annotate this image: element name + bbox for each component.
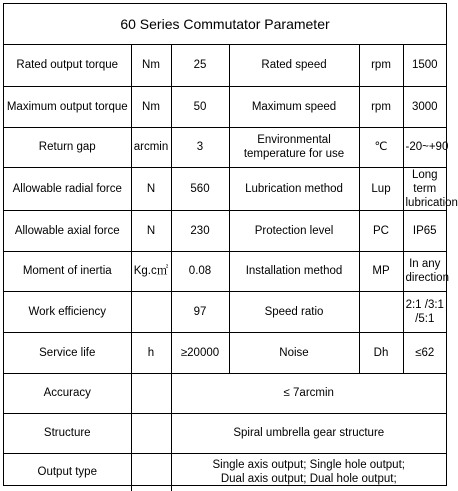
param2-unit-cell [359,291,403,332]
param-unit-cell [131,167,171,210]
param2-value: In any direction [405,258,449,284]
param-name-cell [4,332,131,373]
param-value: ≤ 7arcmin [283,387,334,399]
param-value: Single axis output; Single hole output; Dual axis output; Dual hole output; [212,459,405,486]
param-name-cell [4,210,131,251]
param-unit-cell [131,373,171,413]
param-unit-cell [131,251,171,291]
param2-unit-cell [359,127,403,167]
table-row [4,291,446,332]
param2-value: IP65 [412,224,437,237]
param2-unit-cell [359,167,403,210]
param2-name: Noise [279,346,309,359]
param-name: Output type [37,466,97,479]
param-name-cell [4,86,131,127]
param2-value: 2:1 /3:1 /5:1 [405,298,444,325]
param2-unit: rpm [371,100,391,113]
param-value-cell [171,373,446,413]
param-value: Spiral umbrella gear structure [233,427,385,439]
param2-name-cell [229,251,359,291]
param-value: 560 [190,182,210,195]
param2-unit: PC [373,224,389,237]
table-row [4,86,446,127]
param-value-cell [171,86,229,127]
table-row [4,167,446,210]
param-name: Moment of inertia [22,265,112,277]
table-row [4,45,446,86]
table-row [4,127,446,167]
param-value-cell [171,45,229,86]
param2-unit-cell [359,332,403,373]
param-name: Structure [43,427,91,439]
param-name-cell [4,291,131,332]
table-row [4,373,446,413]
sheet-title-text: 60 Series Commutator Parameter [120,16,330,32]
param2-unit: rpm [371,59,391,72]
param-unit-cell [131,413,171,453]
param-value: 50 [193,100,207,113]
param2-name: Environmental temperature for use [243,134,345,160]
param2-name: Speed ratio [264,305,324,318]
param-name-cell [4,45,131,86]
param2-value: 1500 [411,59,438,72]
param2-name: Lubrication method [245,182,343,195]
param2-name: Maximum speed [251,100,337,113]
table-row [4,251,446,291]
param-value-cell [171,332,229,373]
table-row [4,332,446,373]
param2-unit: Dh [373,346,389,359]
param2-unit: ℃ [374,141,388,153]
param2-value: -20~+90 [405,141,449,153]
param-unit-cell [131,45,171,86]
param-unit-cell [131,127,171,167]
param-name-cell [4,413,131,453]
param-value-cell [171,453,446,491]
table-row [4,210,446,251]
param-unit-cell [131,86,171,127]
param2-name-cell [229,210,359,251]
param2-value-cell [403,45,446,86]
param-name-cell [4,453,131,491]
param-name-cell [4,251,131,291]
param2-value: ≤62 [415,346,435,359]
param-value-cell [171,210,229,251]
param-unit-cell [131,291,171,332]
param2-name-cell [229,86,359,127]
param2-value-cell [403,86,446,127]
param2-value: 3000 [411,100,438,113]
table-row [4,413,446,453]
param2-name-cell [229,45,359,86]
param-name: Maximum output torque [6,100,128,113]
parameter-sheet [3,3,458,486]
param2-value-cell [403,210,446,251]
param-unit-cell [131,453,171,491]
param-name: Allowable axial force [14,224,120,237]
parameter-table [4,45,458,491]
param-unit: Nm [142,59,160,72]
param2-name: Rated speed [261,59,327,72]
table-row [4,453,446,491]
param2-name-cell [229,291,359,332]
param2-name-cell [229,332,359,373]
param-value: ≥20000 [180,346,220,359]
param-unit: N [146,182,156,195]
param-unit-cell [131,210,171,251]
param2-name-cell [229,127,359,167]
param-unit: Nm [142,100,160,113]
param-name-cell [4,167,131,210]
param2-value-cell [403,291,446,332]
param-unit: arcmin [133,141,169,153]
param-unit: h [147,346,155,359]
param-unit: Kg.c㎡ [133,265,169,277]
param-name: Rated output torque [16,59,119,72]
param2-name: Installation method [245,265,343,277]
param-value: 230 [190,224,210,237]
param2-value-cell [403,332,446,373]
param-name: Accuracy [43,387,91,399]
param-value-cell [171,413,446,453]
param-value-cell [171,127,229,167]
param-unit: N [146,224,156,237]
param-name-cell [4,127,131,167]
param-name-cell [4,373,131,413]
param2-value-cell [403,167,458,210]
param2-unit: Lup [371,182,391,195]
param-value: 25 [193,59,207,72]
param-value: 97 [193,305,207,318]
sheet-title [4,4,446,45]
param2-unit-cell [359,45,403,86]
param-name: Work efficiency [28,305,107,318]
param-value-cell [171,251,229,291]
param2-unit-cell [359,251,403,291]
param-value-cell [171,291,229,332]
param-name: Return gap [38,141,96,153]
param-unit-cell [131,332,171,373]
param2-name-cell [229,167,359,210]
param2-value-cell [403,127,449,167]
param2-value-cell [403,251,449,291]
param2-unit-cell [359,210,403,251]
param2-unit: MP [372,265,390,277]
param2-value: Long term lubrication [405,168,458,209]
param2-unit-cell [359,86,403,127]
param2-name: Protection level [254,224,334,237]
parameter-table-body [4,45,458,491]
param-name: Service life [39,346,96,359]
param-value-cell [171,167,229,210]
param-name: Allowable radial force [12,182,122,195]
param-value: 3 [196,141,204,153]
param-value: 0.08 [188,265,212,277]
